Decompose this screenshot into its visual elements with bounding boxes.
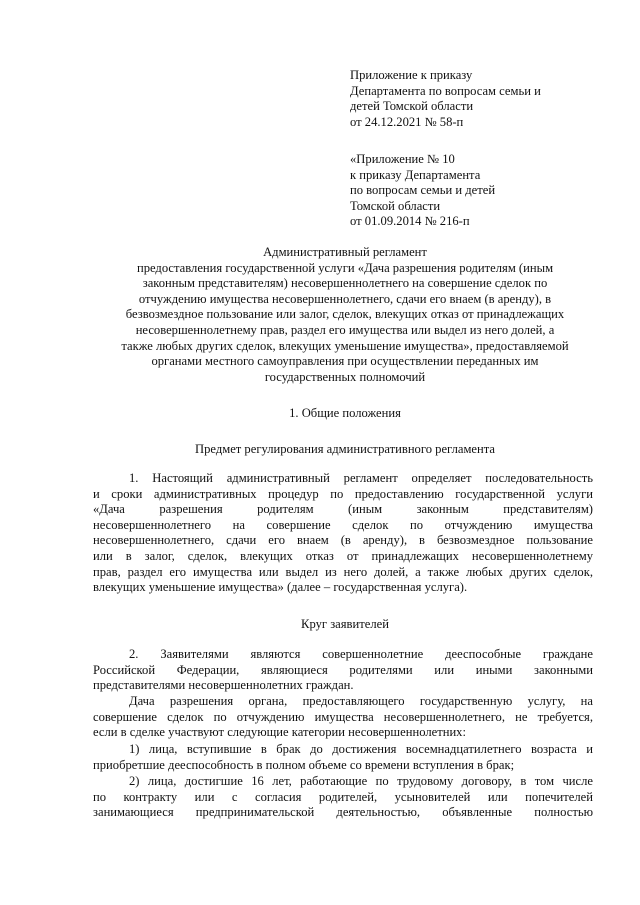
paragraph-line: и сроки административных процедур по предоставлению государственной услуги <box>93 486 593 501</box>
title-line: несовершеннолетнему прав, раздел его имущества или выдел из него долей, а <box>135 322 555 337</box>
approval-stamp-current <box>350 68 620 130</box>
paragraph-line: 2) лица, достигшие 16 лет, работающие по трудовому договору, в том числе <box>129 774 593 788</box>
paragraph-line: приобретшие дееспособность в полном объеме со времени вступления в брак; <box>93 757 515 772</box>
approval-line: от 24.12.2021 № 58-п <box>350 114 464 129</box>
title-line: также любых других сделок, влекущих уменьшение имущества», предоставляемой <box>121 338 569 353</box>
approval-stamp-original <box>350 152 620 230</box>
paragraph-line: несовершеннолетнего, сдачи его внаем (в аренду), в безвозмездное пользование <box>93 533 593 548</box>
approval-line: «Приложение № 10 <box>350 152 455 166</box>
title-line: Административный регламент <box>263 245 427 259</box>
list-item-1 <box>93 742 593 773</box>
paragraph-line: по контракту или с согласия родителей, усыновителей или попечителей <box>93 789 593 804</box>
paragraph-line: влекущих уменьшение имущества» (далее – государственная услуга). <box>93 580 468 595</box>
paragraph-line: несовершеннолетнего на совершение сделок по отчуждению имущества <box>93 517 593 532</box>
title-line: предоставления государственной услуги «Дача разрешения родителям (иным <box>136 260 554 275</box>
paragraph-line: 1) лица, вступившие в брак до достижения восемнадцатилетнего возраста и <box>129 742 593 756</box>
document-title <box>95 245 595 385</box>
subsection-heading-applicants: Круг заявителей <box>301 617 389 631</box>
paragraph-1 <box>93 471 593 596</box>
paragraph-line: или в залог, сделок, влекущих отказ от принадлежащих несовершеннолетнему <box>93 548 593 563</box>
approval-line: детей Томской области <box>350 99 474 114</box>
paragraph-2 <box>93 647 593 694</box>
approval-line: к приказу Департамента <box>350 167 481 182</box>
list-item-2 <box>93 774 593 821</box>
paragraph-line: «Дача разрешения родителям (иным законным представителям) <box>93 502 593 517</box>
approval-line: Томской области <box>350 198 441 213</box>
paragraph-line: если в сделке участвуют следующие категории несовершеннолетних: <box>93 725 466 740</box>
paragraph-3 <box>93 694 593 741</box>
title-line: государственных полномочий <box>264 369 426 384</box>
paragraph-line: 2. Заявителями являются совершеннолетние дееспособные граждане <box>129 647 593 661</box>
approval-line: от 01.09.2014 № 216-п <box>350 214 470 229</box>
subsection-heading-subject: Предмет регулирования административного регламента <box>195 442 495 456</box>
approval-line: по вопросам семьи и детей <box>350 183 496 198</box>
title-line: органами местного самоуправления при осуществлении переданных им <box>151 354 539 369</box>
paragraph-line: Дача разрешения органа, предоставляющего государственную услугу, на <box>129 694 593 708</box>
section-heading-general: 1. Общие положения <box>289 406 401 420</box>
title-line: безвозмездное пользование или залог, сделок, влекущих отказ от принадлежащих <box>125 307 565 322</box>
paragraph-line: прав, раздел его имущества или выдел из него долей, а также любых других сделок, <box>93 564 593 579</box>
approval-line: Департамента по вопросам семьи и <box>350 83 541 98</box>
paragraph-line: 1. Настоящий административный регламент определяет последовательность <box>129 471 593 485</box>
title-line: отчуждению имущества несовершеннолетнего, сдачи его внаем (в аренду), в <box>138 291 552 306</box>
paragraph-line: Российской Федерации, являющиеся родителями или иными законными <box>93 662 593 677</box>
approval-line: Приложение к приказу <box>350 68 473 82</box>
title-line: законным представителям) несовершеннолетнего на совершение сделок по <box>142 276 548 291</box>
paragraph-line: занимающиеся предпринимательской деятельностью, объявленные полностью <box>93 805 593 820</box>
paragraph-line: представителями несовершеннолетних граждан. <box>93 678 354 693</box>
paragraph-line: совершение сделок по отчуждению имущества несовершеннолетнего, не требуется, <box>93 709 593 724</box>
